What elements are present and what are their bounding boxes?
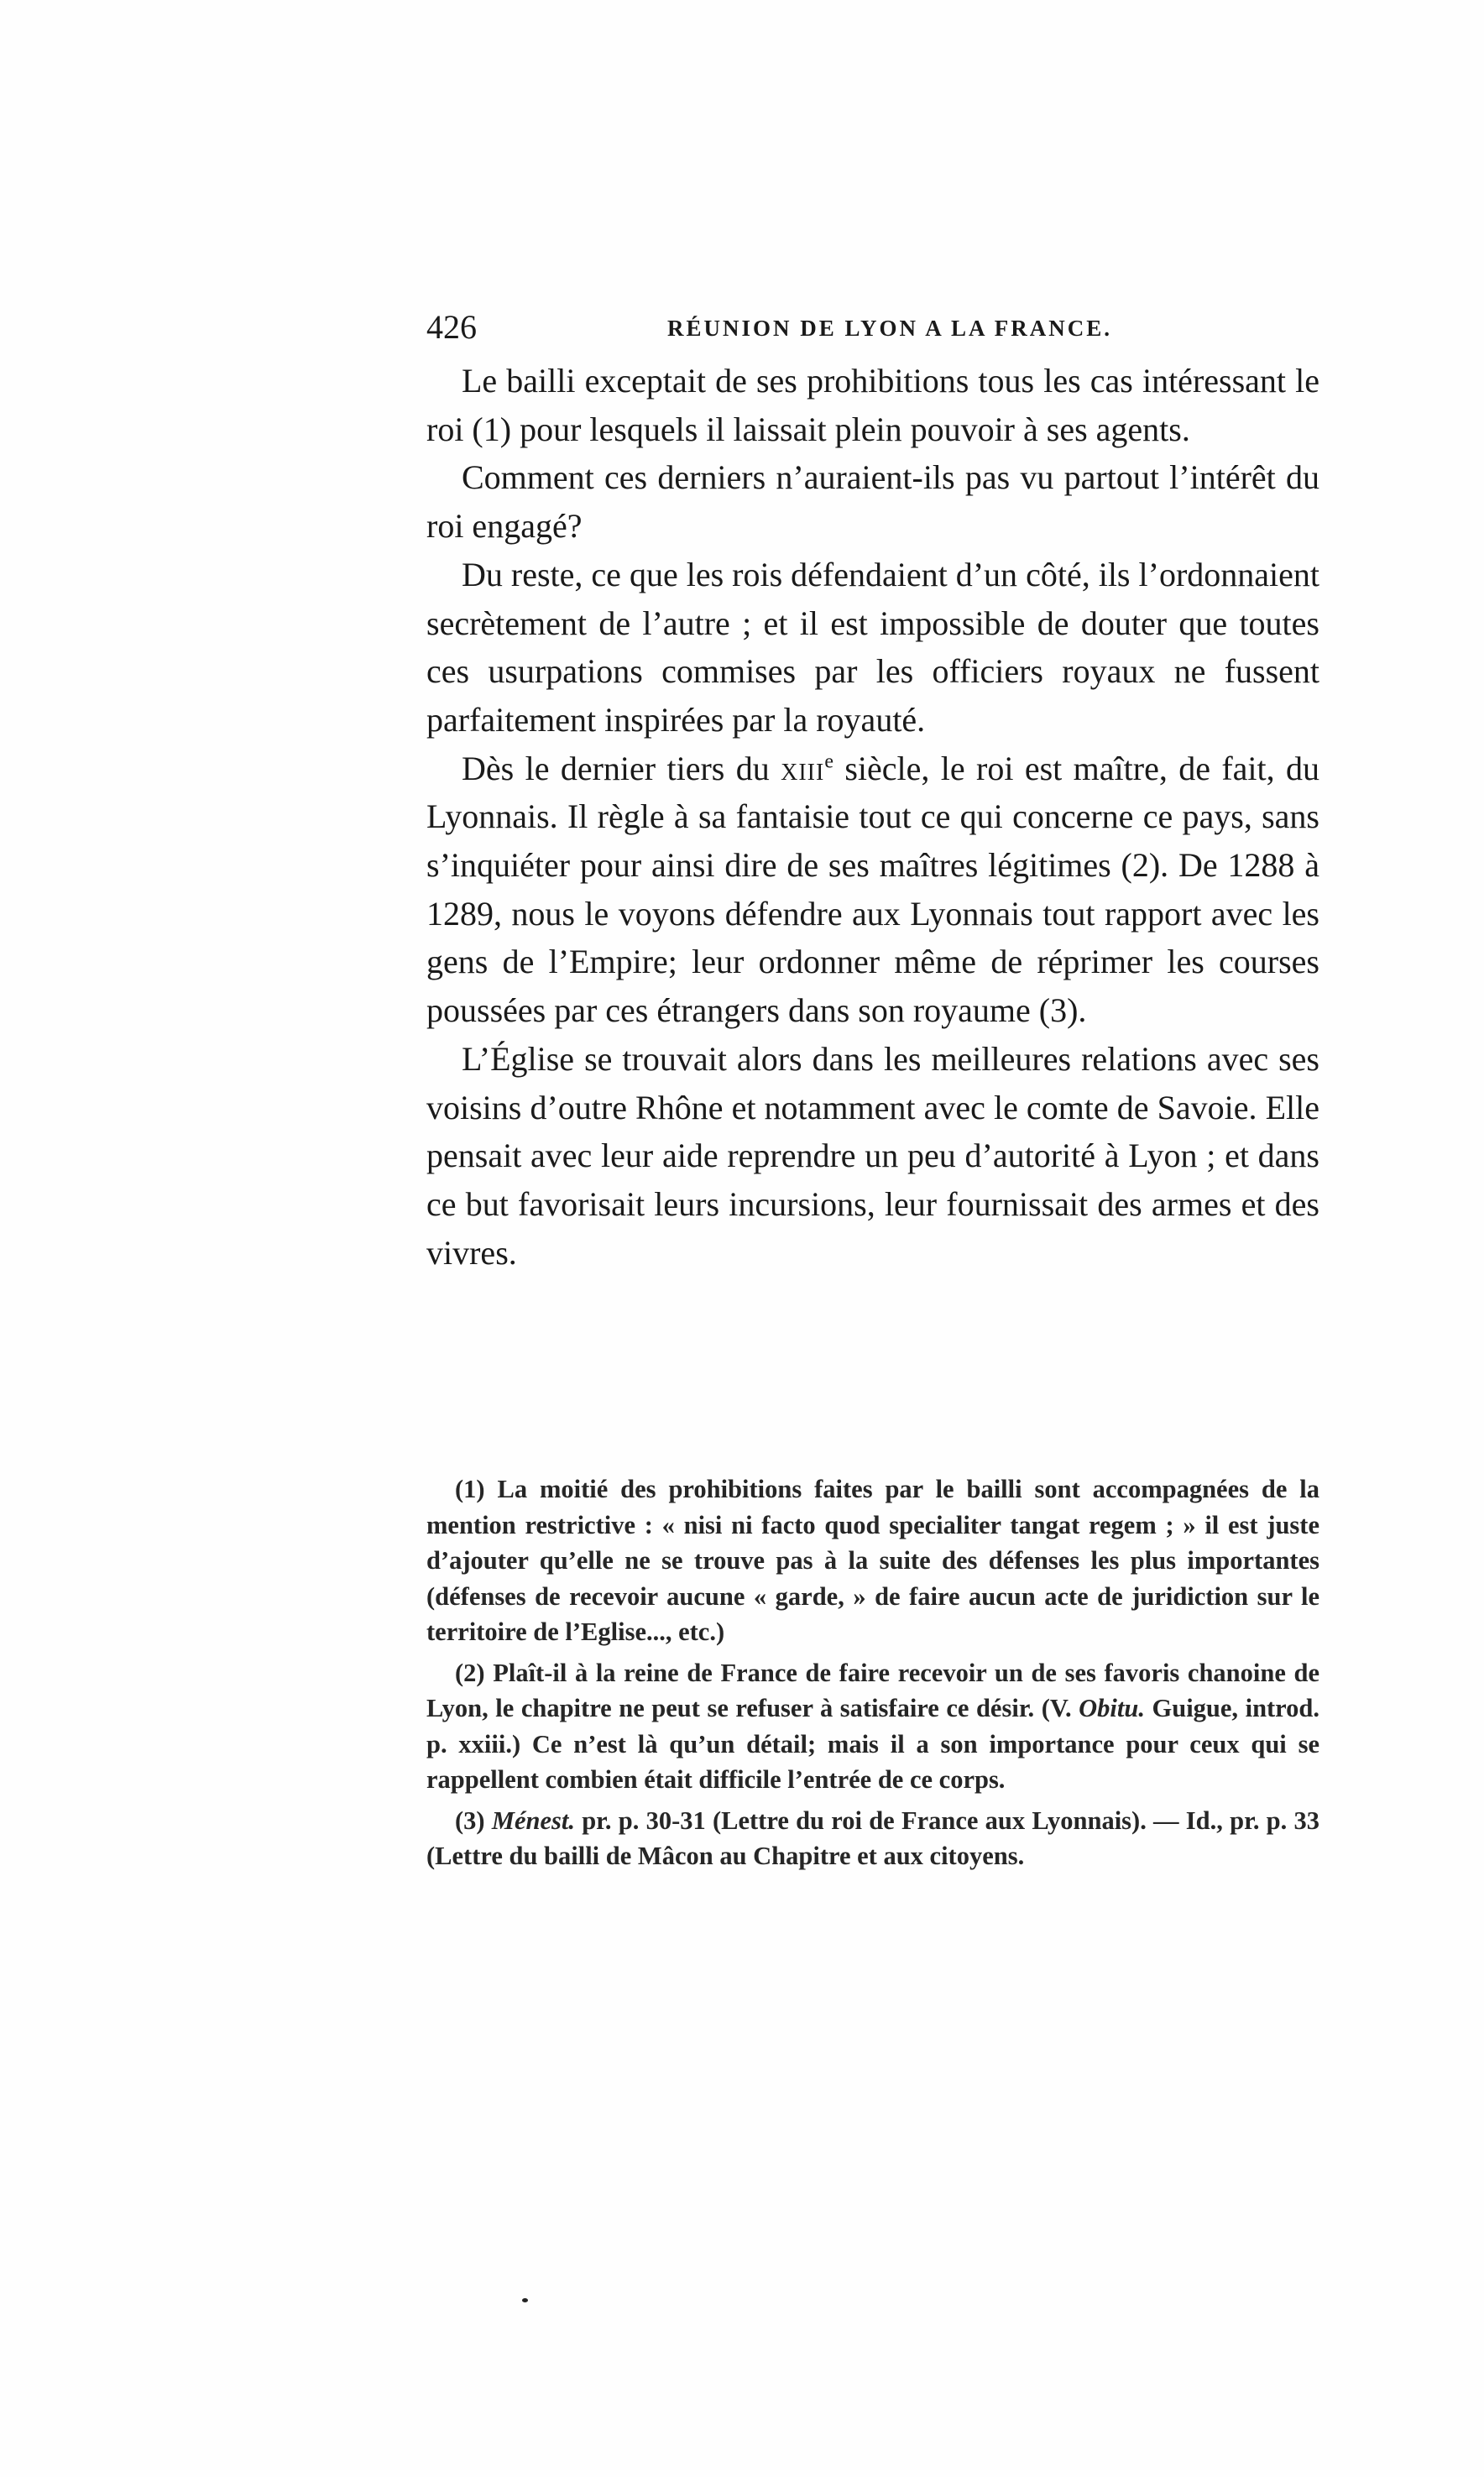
paragraph: Le bailli exceptait de ses prohibitions tous les cas intéressant le roi (1) pour lesquels il laissait plein pouvoir à ses agents. bbox=[426, 362, 1319, 448]
running-title: RÉUNION DE LYON A LA FRANCE. bbox=[666, 316, 1113, 341]
footnote-text: La moitié des prohibitions faites par le bailli sont accompagnées de la mention restrictive : « nisi ni facto quod specialiter tangat regem ; » il est juste d’ajouter qu’elle ne se trouve pas à la suite des défenses les plus importantes (défenses de recevoir aucune « garde, » de faire aucun acte de juridiction sur le territoire de l’Eglise..., etc.) bbox=[426, 1475, 1320, 1646]
page-header bbox=[426, 306, 1319, 348]
century-numeral: xiii bbox=[781, 749, 825, 787]
paragraph: Du reste, ce que les rois défendaient d’un côté, ils l’ordonnaient secrètement de l’autre ; et il est impossible de douter que toutes ces usurpations commises par les officiers royaux ne fussent parfaitement inspirées par la royauté. bbox=[426, 555, 1319, 739]
footnote-mark: (1) bbox=[455, 1475, 485, 1503]
footnote-source: Ménest. bbox=[491, 1805, 575, 1835]
ink-speck bbox=[522, 2298, 528, 2302]
footnote-text: pr. p. 30-31 (Lettre du roi de France aux Lyonnais). — Id., pr. p. 33 (Lettre du bailli de Mâcon au Chapitre et aux citoyens. bbox=[426, 1805, 1320, 1870]
footnote bbox=[426, 1655, 1319, 1798]
paragraph-lead: Dès le dernier tiers du bbox=[462, 749, 781, 787]
footnotes bbox=[426, 1471, 1319, 1874]
footnote-text: Guigue, introd. p. xxiii.) Ce n’est là qu’un détail; mais il a son importance pour ceux qui se rappellent combien était difficile l’entrée de ce corps. bbox=[426, 1694, 1320, 1794]
paragraph: L’Église se trouvait alors dans les meilleures relations avec ses voisins d’outre Rhône et notamment avec le comte de Savoie. Elle pensait avec leur aide reprendre un peu d’autorité à Lyon ; et dans ce but favorisait leurs incursions, leur fournissait des armes et des vivres. bbox=[426, 1039, 1319, 1272]
paragraph-rest: siècle, le roi est maître, de fait, du Lyonnais. Il règle à sa fantaisie tout ce qui concerne ce pays, sans s’inquiéter pour ainsi dire de ses maîtres légitimes (2). De 1288 à 1289, nous le voyons défendre aux Lyonnais tout rapport avec les gens de l’Empire; leur ordonner même de réprimer les courses poussées par ces étrangers dans son royaume (3). bbox=[426, 749, 1320, 1030]
footnote bbox=[426, 1471, 1319, 1650]
footnote-mark: (2) bbox=[455, 1658, 485, 1687]
footnote-mark: (3) bbox=[455, 1805, 485, 1835]
footnote-text: Plaît-il à la reine de France de faire recevoir un de ses favoris chanoine de Lyon, le chapitre ne peut se refuser à satisfaire ce désir. (V. bbox=[426, 1658, 1320, 1722]
paragraph: Comment ces derniers n’auraient-ils pas vu partout l’intérêt du roi engagé? bbox=[426, 458, 1319, 546]
paragraph bbox=[426, 745, 1319, 1035]
main-text bbox=[426, 357, 1319, 1277]
footnote-source: Obitu. bbox=[1079, 1694, 1145, 1722]
footnote bbox=[426, 1803, 1319, 1874]
century-superscript: e bbox=[824, 750, 833, 773]
page-number: 426 bbox=[426, 308, 477, 346]
